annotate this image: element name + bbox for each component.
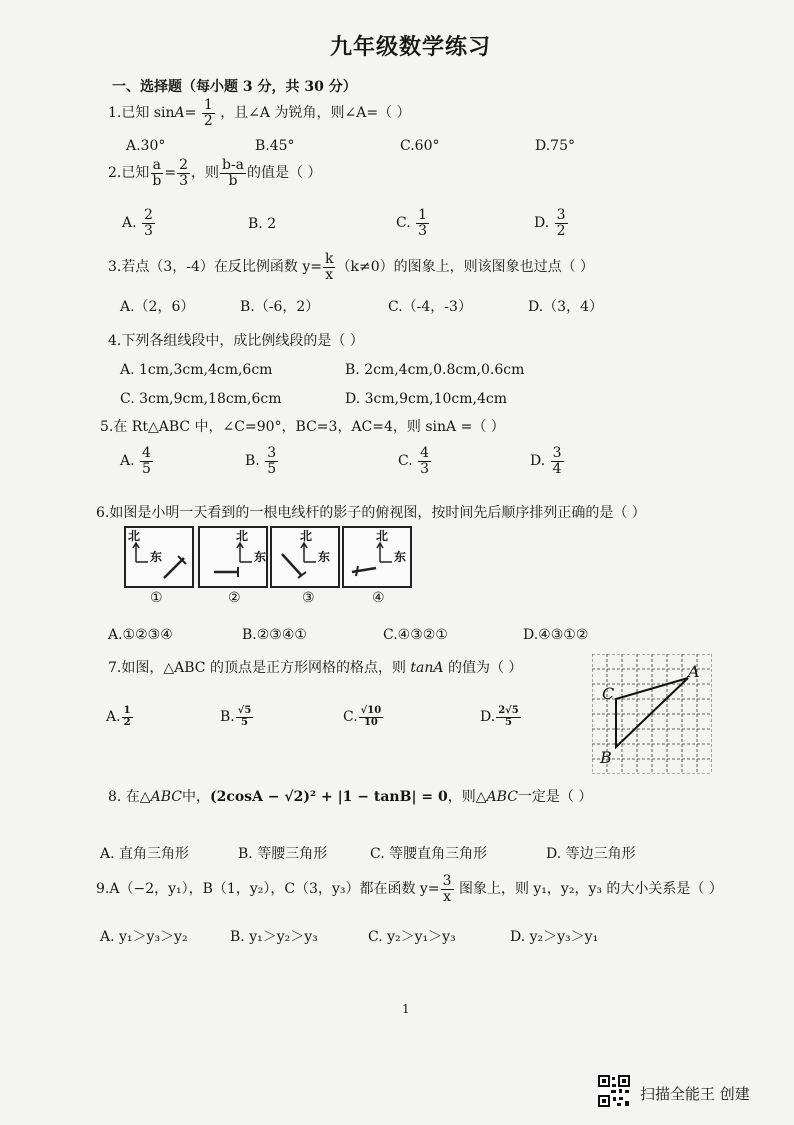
q6-caption-1: ① xyxy=(150,590,163,606)
q9-option-c: C. y₂＞y₁＞y₃ xyxy=(368,929,456,945)
scanner-watermark: 扫描全能王 创建 xyxy=(640,1085,750,1103)
q7-grid-figure xyxy=(592,654,712,774)
q8-option-b: B. 等腰三角形 xyxy=(238,846,328,862)
q6-figure-1: 北 东 xyxy=(124,526,194,588)
q6-caption-3: ③ xyxy=(302,590,315,606)
q9-option-b: B. y₁＞y₂＞y₃ xyxy=(230,929,318,945)
q6-figure-4: 北 东 xyxy=(342,526,412,588)
q9-option-d: D. y₂＞y₃＞y₁ xyxy=(510,929,599,945)
q5-option-b: B. $\frac{3}{5}$ xyxy=(245,445,277,477)
question-6-stem: 6.如图是小明一天看到的一根电线杆的影子的俯视图，按时间先后顺序排列正确的是（ ） xyxy=(96,505,646,521)
q6-option-d: D.④③①② xyxy=(523,627,589,643)
q7-option-d: D. $\frac{2√5}{5}$ xyxy=(480,705,519,728)
q7-label-a: A xyxy=(688,662,700,681)
q7-option-c: C. $\frac{√10}{10}$ xyxy=(343,705,382,728)
page-number: 1 xyxy=(402,1002,410,1016)
q7-option-a: A. $\frac{1}{2}$ xyxy=(106,705,131,728)
q1-option-b: B.45° xyxy=(255,138,295,154)
q3-option-d: D.（3，4） xyxy=(528,299,603,315)
q1-option-c: C.60° xyxy=(400,138,440,154)
q5-option-a: A. $\frac{4}{5}$ xyxy=(120,445,151,477)
q4-option-c: C. 3cm,9cm,18cm,6cm xyxy=(120,391,282,407)
q5-option-c: C. $\frac{4}{3}$ xyxy=(398,445,430,477)
q6-option-a: A.①②③④ xyxy=(108,627,173,643)
q7-label-c: C xyxy=(602,684,615,703)
q4-option-b: B. 2cm,4cm,0.8cm,0.6cm xyxy=(345,362,525,378)
q3-option-b: B.（-6，2） xyxy=(240,299,320,315)
q4-option-a: A. 1cm,3cm,4cm,6cm xyxy=(120,362,273,378)
compass-shadow-1-icon xyxy=(126,528,192,586)
page-title: 九年级数学练习 xyxy=(330,34,492,60)
q7-option-b: B. $\frac{√5}{5}$ xyxy=(220,705,252,728)
question-7-stem: 7.如图，△ABC 的顶点是正方形网格的格点，则 tanA 的值为（ ） xyxy=(108,660,523,676)
q9-option-a: A. y₁＞y₃＞y₂ xyxy=(100,929,188,945)
compass-shadow-3-icon xyxy=(272,528,338,586)
q8-expression: (2cosA − √2)² + |1 − tanB| = 0 xyxy=(209,789,448,805)
q6-option-c: C.④③②① xyxy=(383,627,448,643)
q5-option-d: D. $\frac{3}{4}$ xyxy=(530,445,562,477)
q7-label-b: B xyxy=(600,748,612,767)
q6-figure-2: 北 东 xyxy=(198,526,268,588)
q8-option-a: A. 直角三角形 xyxy=(100,846,190,862)
question-3-stem: 3.若点（3，-4）在反比例函数 y= $\frac{k}{x}$ （k≠0）的图象上，则该图象也过点（ ） xyxy=(108,251,595,283)
q6-caption-2: ② xyxy=(228,590,241,606)
question-9-stem: 9.A（−2，y₁），B（1，y₂），C（3，y₃）都在函数 y= $\frac{3}{x}$ 图象上，则 y₁，y₂，y₃ 的大小关系是（ ） xyxy=(96,873,723,905)
q2-option-a: A. $\frac{2}{3}$ xyxy=(122,207,153,239)
q3-option-c: C.（-4，-3） xyxy=(388,299,472,315)
question-4-stem: 4.下列各组线段中，成比例线段的是（ ） xyxy=(108,333,364,349)
q6-figure-3: 北 东 xyxy=(270,526,340,588)
compass-shadow-2-icon xyxy=(200,528,266,586)
q3-option-a: A.（2，6） xyxy=(120,299,195,315)
question-8-stem: 8. 在△ABC中，(2cosA − √2)² + |1 − tanB| = 0，则△ABC一定是（ ） xyxy=(108,789,593,805)
question-1-stem: 1.已知 sinA= $\frac{1}{2}$ ，且∠A 为锐角，则∠A=（ ） xyxy=(108,97,411,129)
q6-option-b: B.②③④① xyxy=(242,627,307,643)
q1-option-a: A.30° xyxy=(126,138,166,154)
section-header: 一、选择题（每小题 3 分，共 30 分） xyxy=(112,79,357,95)
question-2-stem: 2.已知 $\frac{a}{b}$ = $\frac{2}{3}$ ，则 $\frac{b-a}{b}$ 的值是（ ） xyxy=(108,157,322,189)
q4-option-d: D. 3cm,9cm,10cm,4cm xyxy=(345,391,507,407)
q1-option-d: D.75° xyxy=(535,138,575,154)
q8-option-d: D. 等边三角形 xyxy=(546,846,636,862)
q6-caption-4: ④ xyxy=(372,590,385,606)
q2-option-d: D. $\frac{3}{2}$ xyxy=(534,207,566,239)
qr-code-icon xyxy=(598,1075,630,1107)
q1-fraction: $\frac{1}{2}$ xyxy=(203,97,213,129)
question-5-stem: 5.在 Rt△ABC 中，∠C=90°，BC=3，AC=4，则 sinA =（ ） xyxy=(100,419,505,435)
q8-option-c: C. 等腰直角三角形 xyxy=(370,846,488,862)
q2-option-c: C. $\frac{1}{3}$ xyxy=(396,207,428,239)
q2-option-b: B. 2 xyxy=(248,216,277,232)
compass-shadow-4-icon xyxy=(344,528,410,586)
